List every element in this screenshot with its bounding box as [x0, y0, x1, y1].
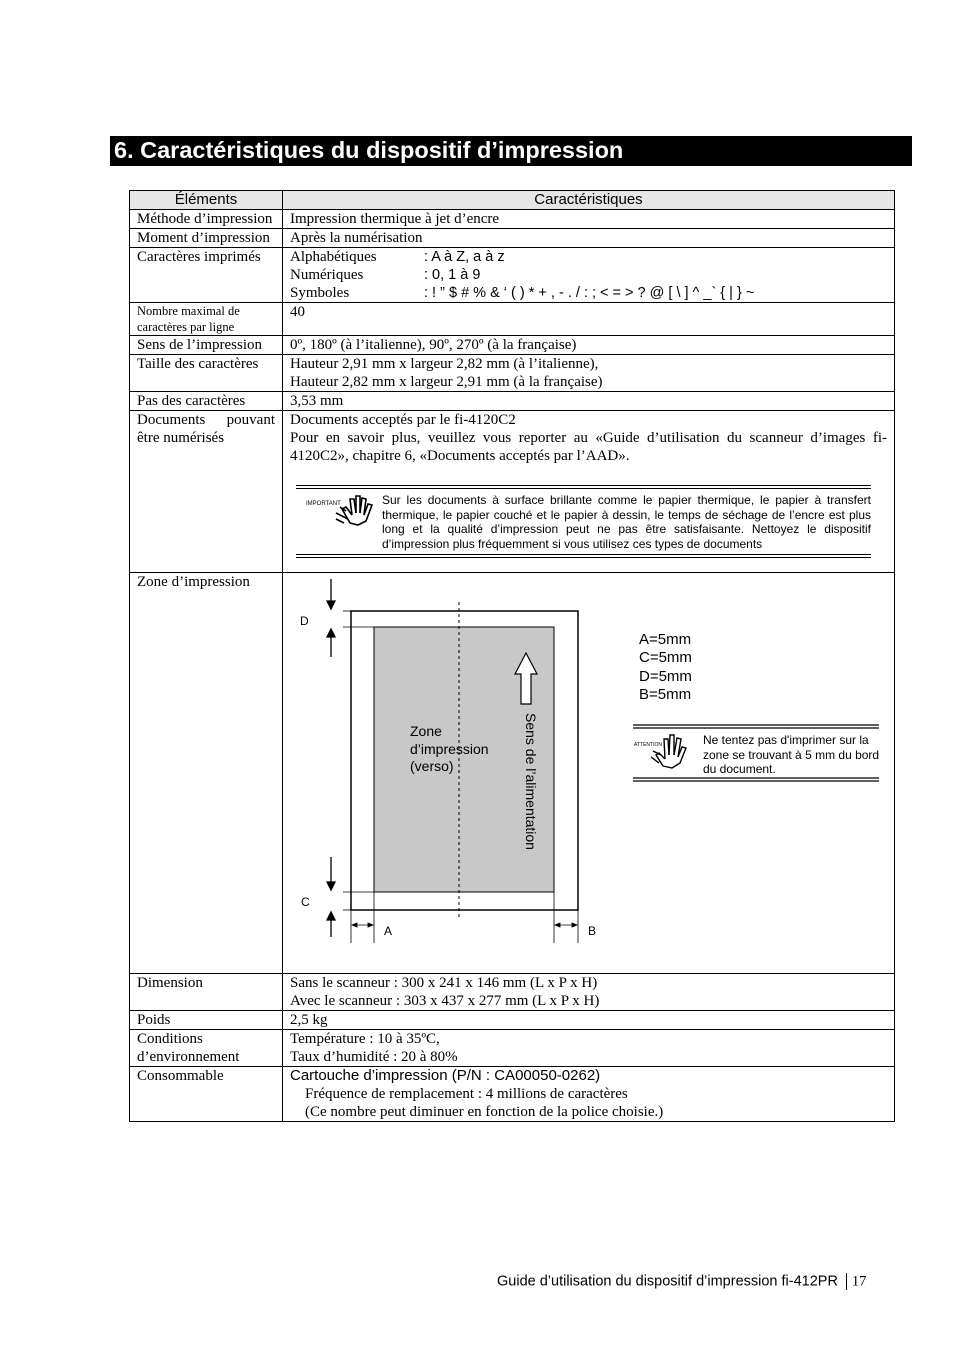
important-icon-label: IMPORTANT [306, 501, 341, 507]
table-row [130, 411, 895, 573]
zone-label-line-1: Zone [410, 723, 442, 739]
row-value: 0º, 180º (à l’italienne), 90º, 270º (à la française) [283, 336, 895, 355]
conditions-line-2: Taux d’humidité : 20 à 80% [290, 1049, 458, 1065]
table-row [130, 229, 895, 248]
consommable-line-1: Cartouche d’impression (P/N : CA00050-0262) [290, 1067, 601, 1084]
label-a: A [384, 924, 393, 938]
table-row [130, 1011, 895, 1030]
conditions-line-1: Température : 10 à 35ºC, [290, 1031, 440, 1047]
print-zone-diagram [283, 573, 894, 973]
row-label: Caractères imprimés [130, 248, 283, 303]
attention-note-text: Ne tentez pas d'imprimer sur la zone se trouvant à 5 mm du bord du document. [703, 733, 880, 776]
row-label: Méthode d’impression [130, 210, 283, 229]
taille-line-2: Hauteur 2,82 mm x largeur 2,91 mm (à la française) [290, 374, 603, 390]
row-value: 40 [283, 303, 895, 336]
table-header-row [130, 191, 895, 210]
table-row [130, 392, 895, 411]
alpha-key: Alphabétiques [290, 249, 377, 265]
header-characteristics: Caractéristiques [283, 191, 895, 210]
margin-a-value: A=5mm [639, 631, 692, 648]
attention-icon-label: ATTENTION [634, 742, 662, 748]
row-label: Conditions d’environnement [130, 1030, 283, 1067]
page-footer [497, 1273, 866, 1290]
row-value [283, 974, 895, 1011]
table-row [130, 303, 895, 336]
margin-c-arrows [327, 857, 335, 937]
table-row [130, 1067, 895, 1122]
important-hand-icon [306, 493, 376, 527]
row-label: Consommable [130, 1067, 283, 1122]
row-value [283, 411, 895, 573]
row-label: Moment d’impression [130, 229, 283, 248]
row-value: Après la numérisation [283, 229, 895, 248]
row-label: Poids [130, 1011, 283, 1030]
table-row [130, 210, 895, 229]
table-row [130, 974, 895, 1011]
header-elements: Éléments [130, 191, 283, 210]
section-title: 6. Caractéristiques du dispositif d’impression [114, 137, 624, 163]
margin-b-value: B=5mm [639, 685, 692, 703]
taille-line-1: Hauteur 2,91 mm x largeur 2,82 mm (à l’italienne), [290, 356, 599, 372]
alpha-value: : A à Z, a à z [424, 249, 505, 265]
sym-key: Symboles [290, 285, 350, 301]
footer-text: Guide d’utilisation du dispositif d’impression fi-412PR [497, 1273, 838, 1290]
row-value [283, 248, 895, 303]
table-row [130, 336, 895, 355]
label-b: B [588, 924, 597, 938]
sym-value: : ! ” $ # % & ‘ ( ) * + , - . / : ; < = > ? @ [ \ ] ^ _` { | } ~ [424, 285, 755, 301]
consommable-line-2: Fréquence de remplacement : 4 millions de caractères [305, 1086, 628, 1102]
row-value: 2,5 kg [283, 1011, 895, 1030]
margin-c-value: C=5mm [639, 649, 692, 667]
footer-separator [846, 1273, 847, 1290]
margin-d-arrows [327, 579, 335, 657]
label-d: D [300, 614, 309, 628]
row-value: Impression thermique à jet d’encre [283, 210, 895, 229]
row-label: Documents pouvant être numérisés [130, 411, 283, 573]
row-label: Pas des caractères [130, 392, 283, 411]
documents-line-2: Pour en savoir plus, veuillez vous reporter au «Guide d’utilisation du scanneur d’images fi-4120C2», chapitre 6, «Documents acceptés par l’AAD». [290, 430, 887, 464]
zone-label-line-3: (verso) [410, 758, 454, 774]
margin-d-value: D=5mm [639, 667, 692, 685]
row-label: Dimension [130, 974, 283, 1011]
zone-label-line-2: d’impression [410, 740, 489, 757]
documents-line-1: Documents acceptés par le fi-4120C2 [290, 412, 516, 428]
table-row [130, 355, 895, 392]
dimension-line-1: Sans le scanneur : 300 x 241 x 146 mm (L x P x H) [290, 975, 598, 991]
row-label: Taille des caractères [130, 355, 283, 392]
table-row [130, 248, 895, 303]
zone-label [410, 723, 489, 776]
print-zone-diagram-cell [283, 573, 895, 974]
dimension-line-2: Avec le scanneur : 303 x 437 x 277 mm (L x P x H) [290, 993, 600, 1009]
row-value [283, 355, 895, 392]
section-title-bar [110, 136, 912, 166]
important-note-box [296, 485, 871, 558]
row-value: 3,53 mm [283, 392, 895, 411]
row-label: Zone d’impression [130, 573, 283, 974]
page-number: 17 [851, 1273, 867, 1290]
row-value [283, 1030, 895, 1067]
spec-table [129, 190, 895, 1122]
margin-values [639, 631, 692, 704]
num-key: Numériques [290, 267, 364, 283]
row-label: Sens de l’impression [130, 336, 283, 355]
label-c: C [301, 895, 310, 909]
num-value: : 0, 1 à 9 [424, 267, 481, 283]
table-row [130, 573, 895, 974]
row-value [283, 1067, 895, 1122]
feed-direction-label: Sens de l’alimentation [523, 713, 539, 850]
important-note-text: Sur les documents à surface brillante comme le papier thermique, le papier à transfert thermique, le papier couché et le papier à dessin, le temps de séchage de l’encre est plus long et la qualité d’impression peut ne pas être satisfaisante. Nettoyez le dispositif d’impression plus fréquemment si vous utilisez ces types de documents [382, 493, 871, 551]
consommable-line-3: (Ce nombre peut diminuer en fonction de la police choisie.) [305, 1104, 664, 1120]
table-row [130, 1030, 895, 1067]
row-label: Nombre maximal de caractères par ligne [130, 303, 283, 336]
